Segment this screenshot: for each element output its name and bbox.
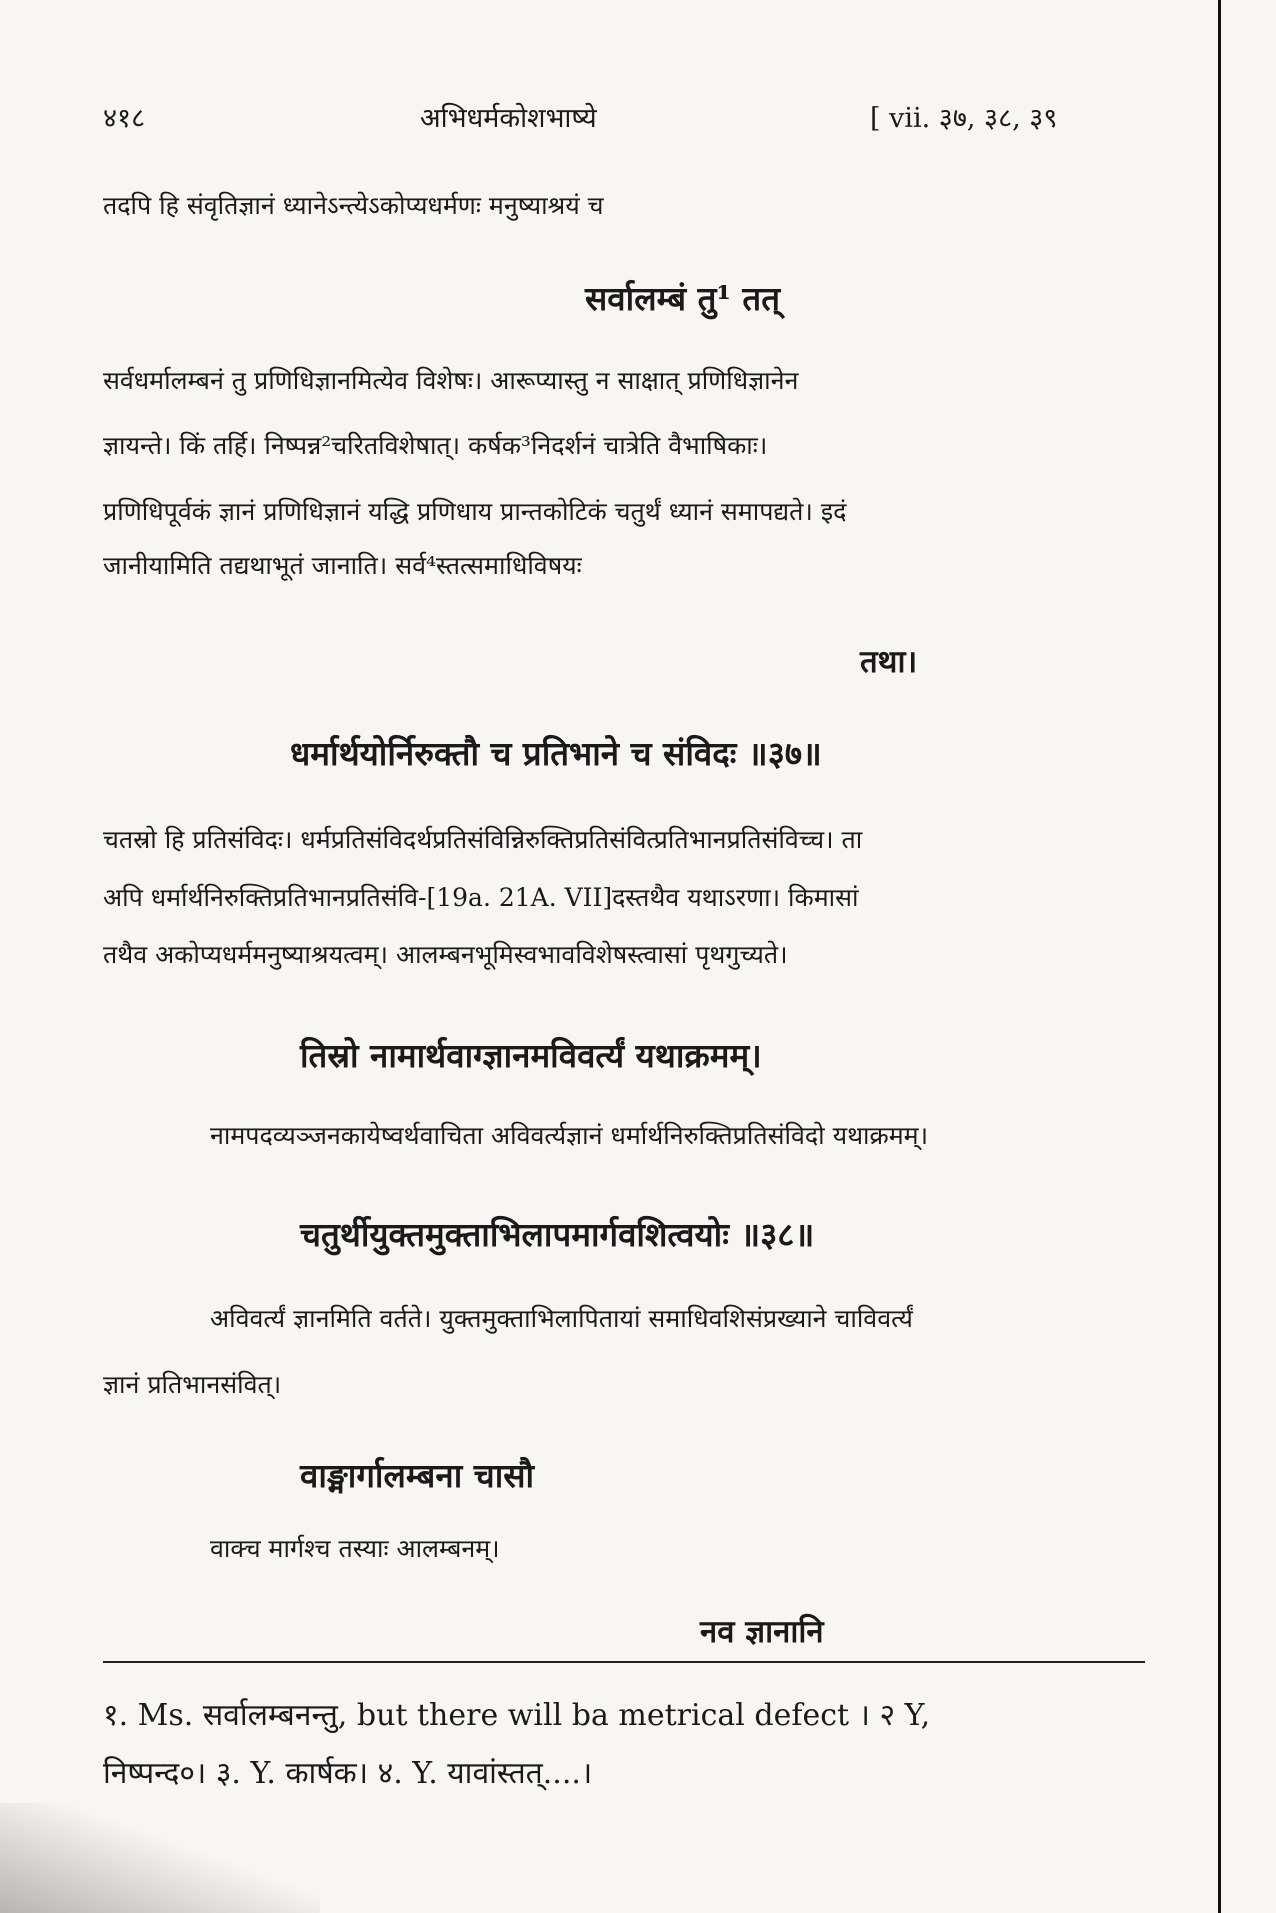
footnote-rule bbox=[103, 1661, 1145, 1663]
body-line: अविवर्त्यं ज्ञानमिति वर्तते। युक्तमुक्ताभिलापितायां समाधिवशिसंप्रख्याने चाविवर्त्यं bbox=[210, 1304, 913, 1333]
page-number: ४१८ bbox=[103, 103, 146, 134]
scan-shadow bbox=[0, 1803, 320, 1913]
body-line: तदपि हि संवृतिज्ञानं ध्यानेऽन्त्येऽकोप्यधर्मणः मनुष्याश्रयं च bbox=[103, 191, 604, 220]
footnote-line: निष्पन्द०। ३. Y. कार्षक। ४. Y. यावांस्तत्....। bbox=[103, 1756, 593, 1791]
body-line: सर्वधर्मालम्बनं तु प्रणिधिज्ञानमित्येव विशेषः। आरूप्यास्तु न साक्षात् प्रणिधिज्ञानेन bbox=[103, 366, 799, 395]
verse-line: सर्वालम्बं तु¹ तत् bbox=[585, 279, 781, 318]
verse-line: तिस्रो नामार्थवाग्ज्ञानमविवर्त्यं यथाक्रमम्। bbox=[300, 1036, 762, 1075]
footnote-line: १. Ms. सर्वालम्बनन्तु, but there will ba metrical defect । २ Y, bbox=[103, 1698, 931, 1733]
body-line: चतस्रो हि प्रतिसंविदः। धर्मप्रतिसंविदर्थप्रतिसंविन्निरुक्तिप्रतिसंवित्प्रतिभानप्रतिसंविच्च। ता bbox=[103, 825, 863, 854]
body-line: प्रणिधिपूर्वकं ज्ञानं प्रणिधिज्ञानं यद्धि प्रणिधाय प्रान्तकोटिकं चतुर्थं ध्यानं समापद्यते। इदं bbox=[103, 497, 847, 526]
body-line: जानीयामिति तद्यथाभूतं जानाति। सर्व⁴स्तत्समाधिविषयः bbox=[103, 551, 582, 580]
body-line: अपि धर्मार्थनिरुक्तिप्रतिभानप्रतिसंवि-[19a. 21A. VII]दस्तथैव यथाऽरणा। किमासां bbox=[103, 883, 859, 912]
body-line: नामपदव्यञ्जनकायेष्वर्थवाचिता अविवर्त्यज्ञानं धर्मार्थनिरुक्तिप्रतिसंविदो यथाक्रमम्। bbox=[210, 1121, 929, 1150]
body-line: ज्ञानं प्रतिभानसंवित्। bbox=[103, 1370, 282, 1399]
body-line: तथैव अकोप्यधर्ममनुष्याश्रयत्वम्। आलम्बनभूमिस्वभावविशेषस्त्वासां पृथगुच्यते। bbox=[103, 940, 788, 969]
verse-line: तथा। bbox=[860, 644, 918, 680]
verse-line: नव ज्ञानानि bbox=[700, 1614, 824, 1650]
page-edge-rule bbox=[1218, 0, 1221, 1913]
verse-line: चतुर्थीयुक्तमुक्ताभिलापमार्गवशित्वयोः ॥३८॥ bbox=[300, 1215, 815, 1254]
body-line: वाक्च मार्गश्च तस्याः आलम्बनम्। bbox=[210, 1534, 500, 1563]
verse-line: वाङ्मार्गालम्बना चासौ bbox=[300, 1456, 535, 1495]
verse-reference: [ vii. ३७, ३८, ३९ bbox=[870, 103, 1058, 134]
running-title: अभिधर्मकोशभाष्ये bbox=[420, 103, 597, 134]
verse-line: धर्मार्थयोर्निरुक्तौ च प्रतिभाने च संविदः ॥३७॥ bbox=[290, 734, 822, 773]
body-line: ज्ञायन्ते। किं तर्हि। निष्पन्न²चरितविशेषात्। कर्षक³निदर्शनं चात्रेति वैभाषिकाः। bbox=[103, 431, 768, 460]
